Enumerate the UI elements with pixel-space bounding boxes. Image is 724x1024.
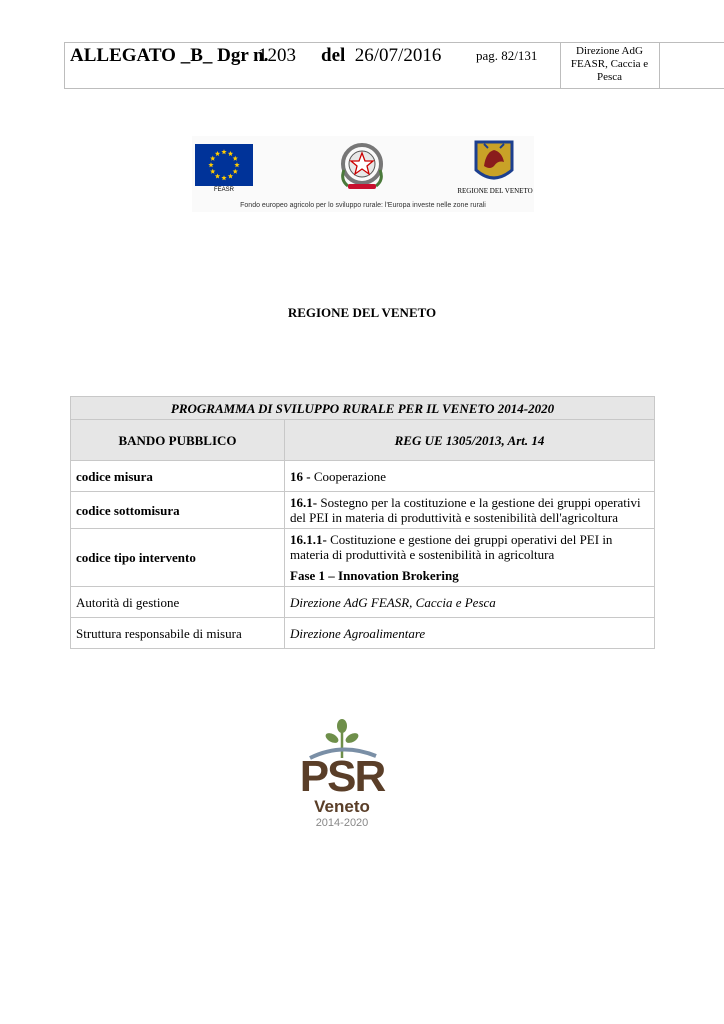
psr-title: PSR [299,752,385,801]
row-label-misura: codice misura [71,461,285,492]
date-group [321,45,441,67]
tipo-description [290,532,649,562]
psr-subtitle: Veneto [314,797,370,816]
date: 26/07/2016 [354,45,442,66]
region-title: REGIONE DEL VENETO [287,305,437,320]
eu-star-icon [234,162,239,167]
row-value-struttura: Direzione Agroalimentare [285,618,655,649]
header-empty-cell [659,43,724,88]
row-label-struttura: Struttura responsabile di misura [71,618,285,649]
document-header [64,42,724,89]
eu-star-icon [233,156,238,161]
sottomisura-code: 16.1- [290,495,318,510]
fund-caption: Fondo europeo agricolo per lo sviluppo rurale: l'Europa investe nelle zone rurali [240,202,486,209]
eu-star-icon [215,151,220,156]
page-number: pag. 82/131 [476,48,538,63]
tipo-code: 16.1.1- [290,532,327,547]
eu-star-icon [233,169,238,174]
bando-label: BANDO PUBBLICO [71,420,285,461]
eu-star-icon [210,156,215,161]
veneto-caption: REGIONE DEL VENETO [457,187,533,195]
dgr-number: 1203 [258,45,296,66]
psr-years: 2014-2020 [315,817,369,829]
table-row [71,618,655,649]
sottomisura-text: Sostegno per la costituzione e la gestione dei gruppi operativi del PEI in materia di produttività e sostenibilità dell'agricoltura [290,495,641,525]
eu-star-icon [215,173,220,178]
reg-label: REG UE 1305/2013, Art. 14 [285,420,655,461]
table-row [71,461,655,492]
row-label-autorita: Autorità di gestione [71,587,285,618]
feasr-caption: FEASR [213,187,234,193]
misura-code: 16 - [290,468,311,484]
psr-veneto-logo [298,718,386,840]
del-label: del [321,45,346,66]
eu-star-icon [210,169,215,174]
eu-star-icon [208,162,213,167]
table-row [71,587,655,618]
table-row [71,492,655,529]
misura-text: Cooperazione [310,468,387,484]
row-label-sottomisura: codice sottomisura [71,492,285,529]
table-row [71,420,655,461]
eu-star-icon [221,175,226,180]
logos-band [192,136,534,212]
italian-republic-emblem-icon [336,140,388,194]
header-direzione: Direzione AdG FEASR, Caccia e Pesca [560,43,658,88]
program-title: PROGRAMMA DI SVILUPPO RURALE PER IL VENETO 2014-2020 [71,397,655,420]
row-label-tipo: codice tipo intervento [71,529,285,587]
veneto-lion-logo-icon [472,140,516,184]
eu-star-icon [221,149,226,154]
table-row [71,397,655,420]
fase-label: Fase 1 – Innovation Brokering [290,568,459,583]
row-value-misura [285,461,655,492]
row-value-autorita: Direzione AdG FEASR, Caccia e Pesca [285,587,655,618]
eu-flag-icon [195,144,253,186]
tipo-text: Costituzione e gestione dei gruppi operativi del PEI in materia di produttività e sostenibilità in agricoltura [290,532,613,562]
allegato-label: ALLEGATO _B_ Dgr n. [70,45,269,66]
table-row [71,529,655,587]
measure-table [70,396,655,649]
row-value-tipo [285,529,655,587]
header-main-cell [65,43,560,88]
eu-star-icon [228,173,233,178]
eu-star-icon [228,151,233,156]
row-value-sottomisura [285,492,655,529]
